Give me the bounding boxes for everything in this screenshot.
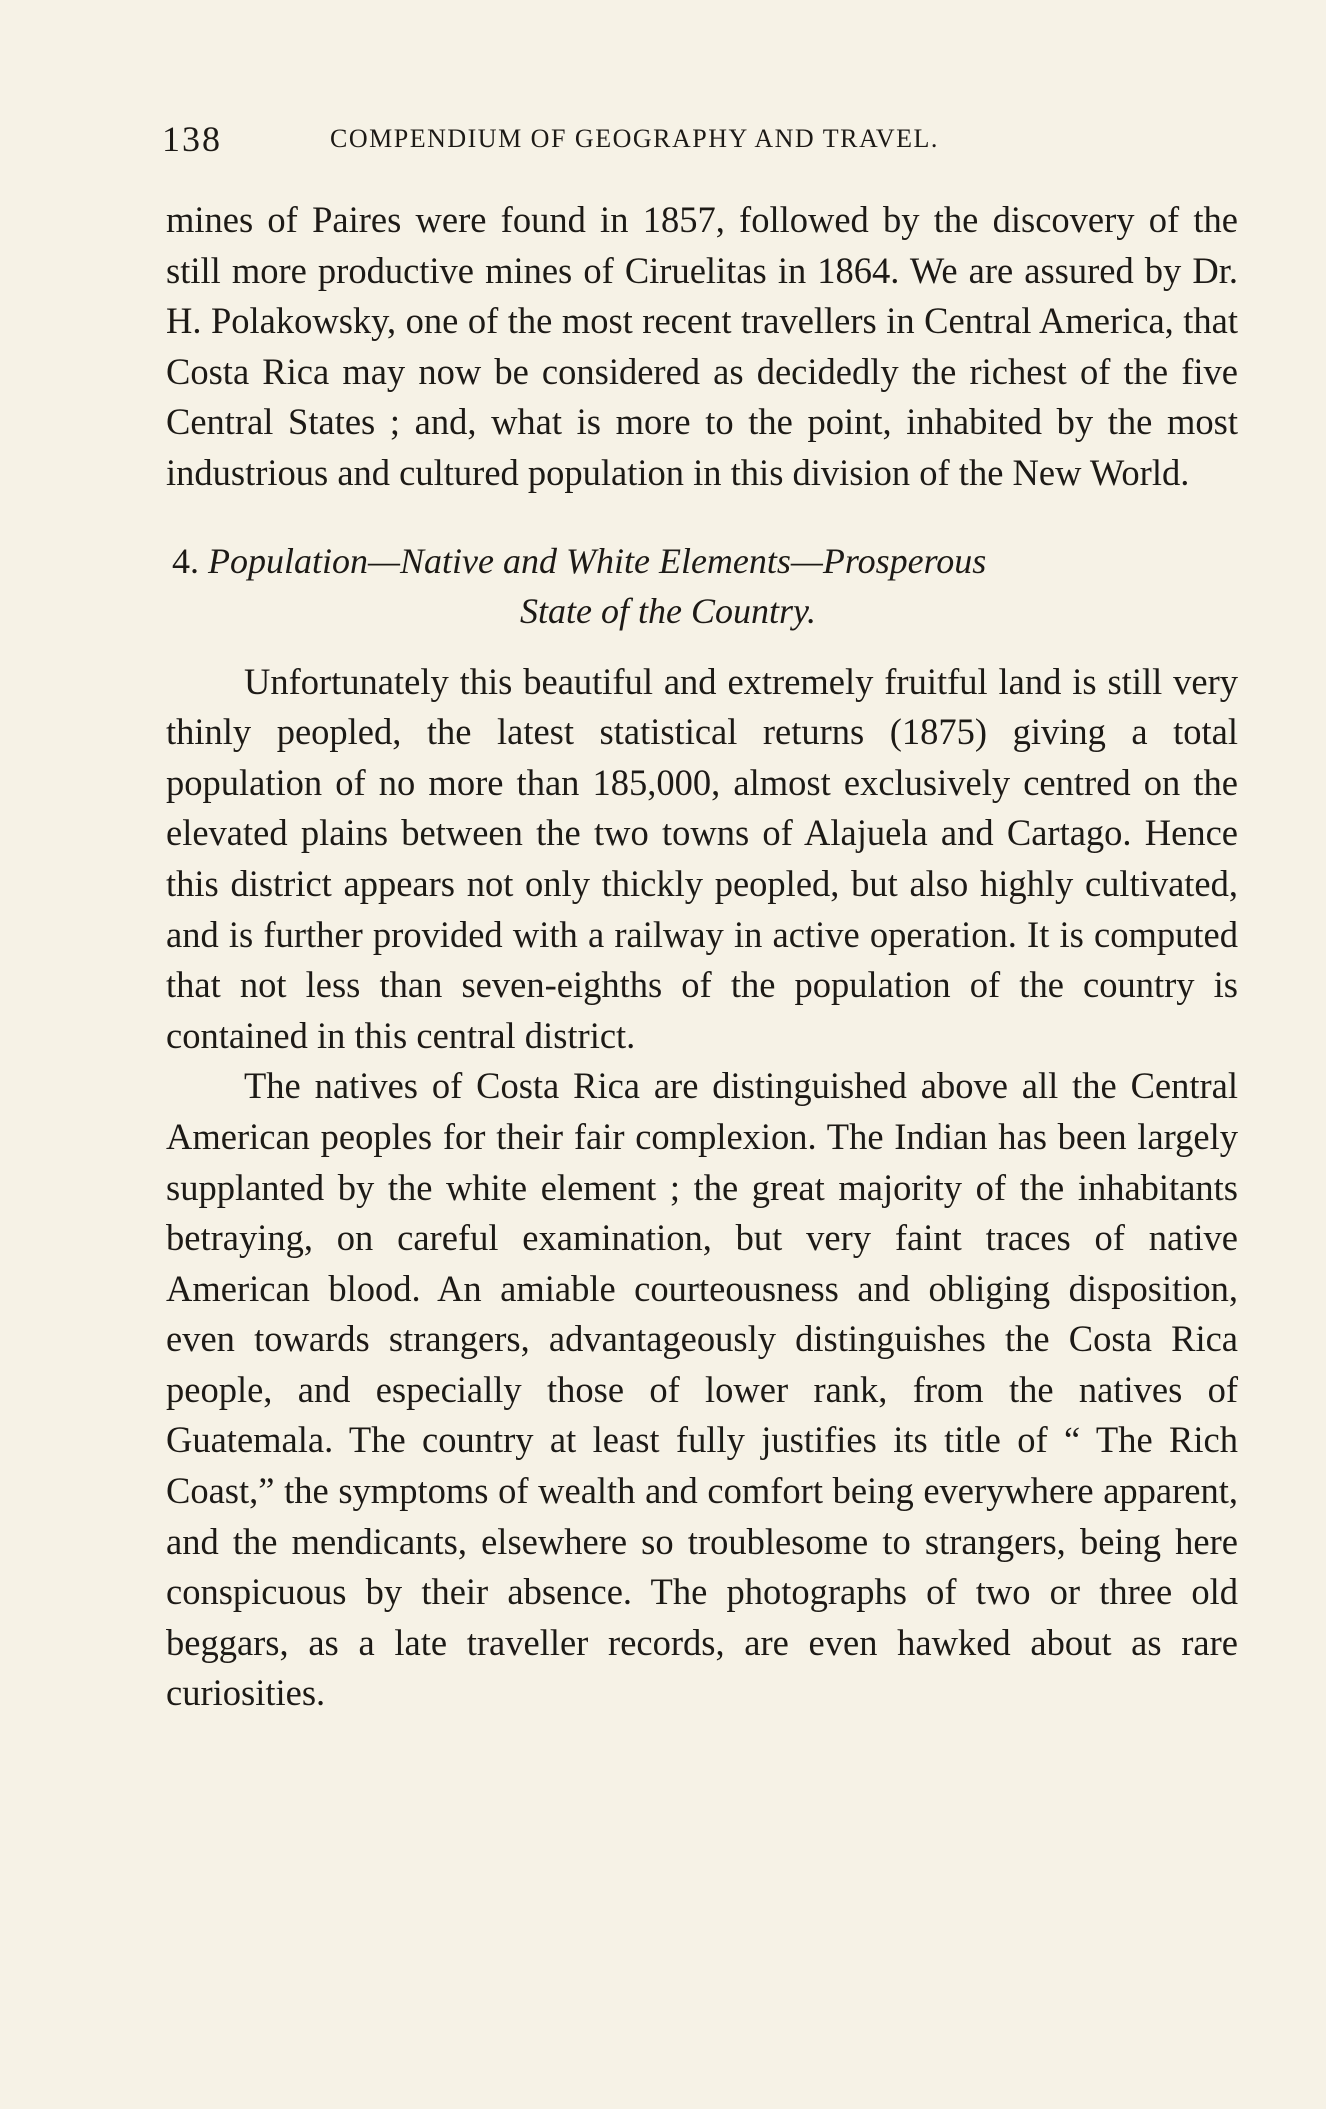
page-number: 138 [162, 119, 222, 159]
page-header [162, 118, 1162, 168]
body-text [166, 195, 1238, 1719]
section-number: 4. [172, 540, 199, 581]
paragraph-3: The natives of Costa Rica are distinguished above all the Central American peoples for their fair complexion. The Indian has been largely supplanted by the white element ; the great majority of the inhabitants betraying, on careful examination, but very faint traces of native American blood. An amiable courteousness and obliging disposition, even towards strangers, advantageously distinguishes the Costa Rica people, and especially those of lower rank, from the natives of Guatemala. The country at least fully justifies its title of “ The Rich Coast,” the symptoms of wealth and comfort being everywhere apparent, and the mendicants, elsewhere so troublesome to strangers, being here conspicuous by their absence. The photographs of two or three old beggars, as a late traveller records, are even hawked about as rare curiosities. [166, 1065, 1238, 1714]
paragraph-1: mines of Paires were found in 1857, followed by the discovery of the still more productive mines of Ciruelitas in 1864. We are assured by Dr. H. Polakowsky, one of the most recent travellers in Central America, that Costa Rica may now be considered as decidedly the richest of the five Central States ; and, what is more to the point, inhabited by the most industrious and cultured population in this division of the New World. [166, 199, 1238, 493]
section-title-line-2: State of the Country. [520, 590, 816, 631]
running-head: COMPENDIUM OF GEOGRAPHY AND TRAVEL. [330, 124, 939, 153]
section-title-line-1: Population—Native and White Elements—Prosperous [208, 540, 987, 581]
section-heading [166, 536, 1238, 636]
paragraph-2: Unfortunately this beautiful and extremely fruitful land is still very thinly peopled, the latest statistical returns (1875) giving a total population of no more than 185,000, almost exclusively centred on the elevated plains between the two towns of Alajuela and Cartago. Hence this district appears not only thickly peopled, but also highly cultivated, and is further provided with a railway in active operation. It is computed that not less than seven-eighths of the population of the country is contained in this central district. [166, 660, 1238, 1056]
